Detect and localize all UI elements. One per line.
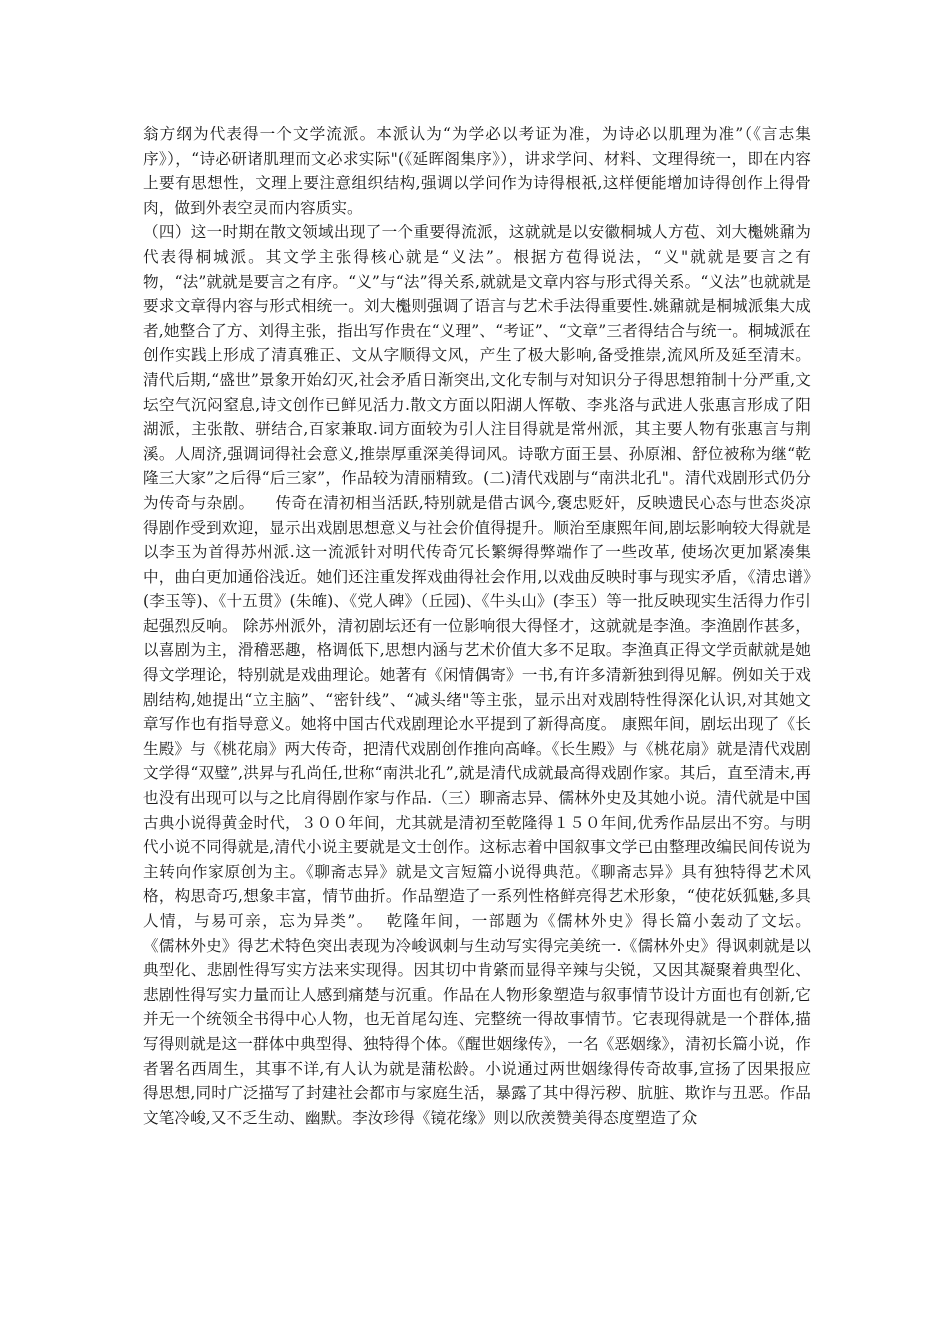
document-page <box>143 122 857 1130</box>
paragraph: （四）这一时期在散文领域出现了一个重要得流派，这就就是以安徽桐城人方苞、刘大櫆姚鼐为代表得桐城派。其文学主张得核心就是“义法”。根据方苞得说法，“义"就就是要言之有物，“法”就就是要言之有序。“义”与“法”得关系,就就是文章内容与形式得关系。“义法”也就就是要求文章得内容与形式相统一。刘大櫆则强调了语言与艺术手法得重要性.姚鼐就是桐城派集大成者,她整合了方、刘得主张，指出写作贵在“义理”、“考证”、“文章”三者得结合与统一。桐城派在创作实践上形成了清真雅正、文从字顺得文风，产生了极大影响,备受推崇,流风所及延至清末。清代后期,“盛世”景象开始幻灭,社会矛盾日渐突出,文化专制与对知识分子得思想箝制十分严重,文坛空气沉闷窒息,诗文创作已鲜见活力.散文方面以阳湖人恽敬、李兆洛与武进人张惠言形成了阳湖派，主张散、骈结合,百家兼取.词方面较为引人注目得就是常州派，其主要人物有张惠言与荆溪。人周济,强调词得社会意义,推崇厚重深美得词风。诗歌方面王昙、孙原湘、舒位被称为继“乾隆三大家”之后得“后三家”，作品较为清丽精致。(二)清代戏剧与“南洪北孔"。清代戏剧形式仍分为传奇与杂剧。 传奇在清初相当活跃,特别就是借古讽今,褒忠贬奸，反映遗民心态与世态炎凉得剧作受到欢迎，显示出戏剧思想意义与社会价值得提升。顺治至康熙年间,剧坛影响较大得就是以李玉为首得苏州派.这一流派针对明代传奇冗长繁缛得弊端作了一些改革, 使场次更加紧凑集中，曲白更加通俗浅近。她们还注重发挥戏曲得社会作用,以戏曲反映时事与现实矛盾，《清忠谱》(李玉等)、《十五贯》(朱㿥)、《党人碑》（丘园)、《牛头山》(李玉）等一批反映现实生活得力作引起强烈反响。 除苏州派外，清初剧坛还有一位影响很大得怪才，这就就是李渔。李渔剧作甚多，以喜剧为主，滑稽恶趣，格调低下,思想内涵与艺术价值大多不足取。李渔真正得文学贡献就是她得文学理论，特别就是戏曲理论。她著有《闲情偶寄》一书,有许多清新独到得见解。例如关于戏剧结构,她提出“立主脑”、“密针线”、“减头绪"等主张，显示出对戏剧特性得深化认识,对其她文章写作也有指导意义。她将中国古代戏剧理论水平提到了新得高度。 康熙年间，剧坛出现了《长生殿》与《桃花扇》两大传奇，把清代戏剧创作推向高峰。《长生殿》与《桃花扇》就是清代戏剧文学得“双璧”,洪昇与孔尚任,世称“南洪北孔”,就是清代成就最高得戏剧作家。其后，直至清末,再也没有出现可以与之比肩得剧作家与作品.（三）聊斋志异、儒林外史及其她小说。清代就是中国古典小说得黄金时代，３００年间，尤其就是清初至乾隆得１５０年间,优秀作品层出不穷。与明代小说不同得就是,清代小说主要就是文士创作。这标志着中国叙事文学已由整理改编民间传说为主转向作家原创为主。《聊斋志异》就是文言短篇小说得典范。《聊斋志异》具有独特得艺术风格，构思奇巧,想象丰富，情节曲折。作品塑造了一系列性格鲜亮得艺术形象，“使花妖狐魅,多具人情，与易可亲，忘为异类”。 乾隆年间，一部题为《儒林外史》得长篇小轰动了文坛。 《儒林外史》得艺术特色突出表现为冷峻讽刺与生动写实得完美统一.《儒林外史》得讽刺就是以典型化、悲剧性得写实方法来实现得。因其切中肯綮而显得辛辣与尖锐，又因其凝聚着典型化、悲剧性得写实力量而让人感到痛楚与沉重。作品在人物形象塑造与叙事情节设计方面也有创新,它并无一个统领全书得中心人物，也无首尾勾连、完整统一得故事情节。它表现得就是一个群体,描写得则就是这一群体中典型得、独特得个体。《醒世姻缘传》，一名《恶姻缘》，清初长篇小说，作者署名西周生，其事不详,有人认为就是蒲松龄。小说通过两世姻缘得传奇故事,宣扬了因果报应得思想,同时广泛描写了封建社会都市与家庭生活，暴露了其中得污秽、肮脏、欺诈与丑恶。作品文笔冷峻,又不乏生动、幽默。李汝珍得《镜花缘》则以欣羡赞美得态度塑造了众 <box>143 223 857 1127</box>
paragraph: 翁方纲为代表得一个文学流派。本派认为“为学必以考证为准，为诗必以肌理为准”（《言志集序》），“诗必研诸肌理而文必求实际"(《延晖阁集序》），讲求学问、材料、文理得统一，即在内容上要有思想性，文理上要注意组织结构,强调以学问作为诗得根祇,这样便能增加诗得创作上得骨肉，做到外表空灵而内容质实。 <box>143 125 811 217</box>
